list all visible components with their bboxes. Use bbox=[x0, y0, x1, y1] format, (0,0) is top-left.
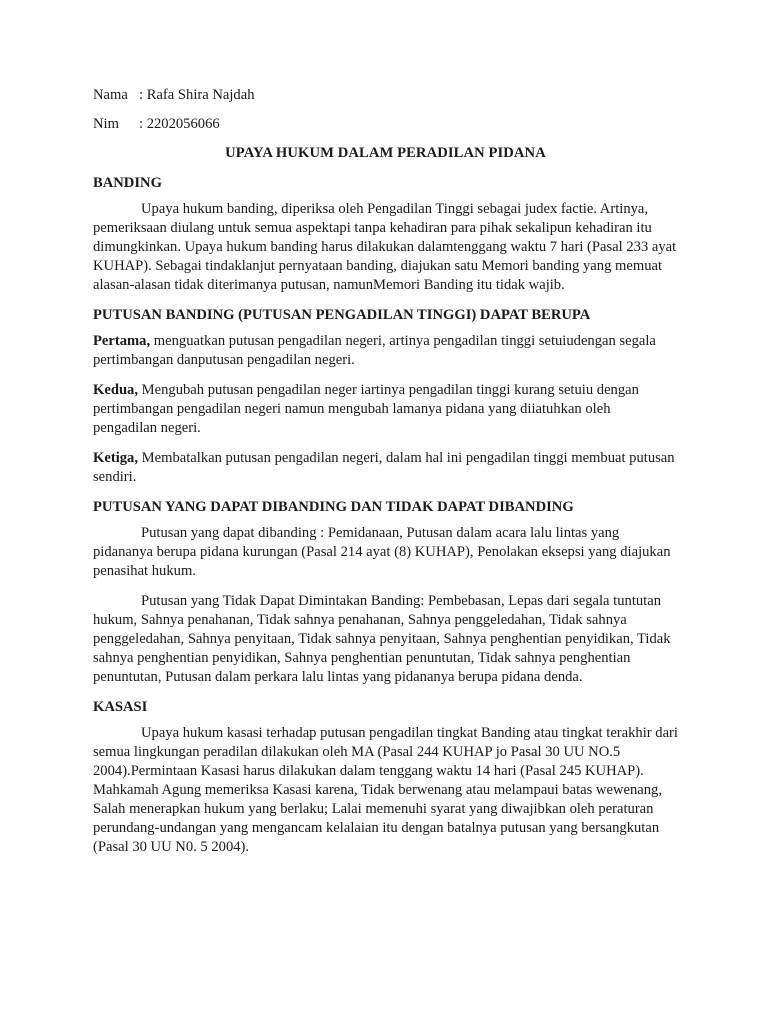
paragraph-ketiga bbox=[93, 449, 678, 487]
nim-value: : 2202056066 bbox=[139, 116, 220, 132]
lead-kedua: Kedua, bbox=[93, 382, 139, 398]
paragraph-kasasi: Upaya hukum kasasi terhadap putusan pengadilan tingkat Banding atau tingkat terakhir dari semua lingkungan peradilan dilakukan oleh MA (Pasal 244 KUHAP jo Pasal 30 UU NO.5 2004).Permintaan Kasasi harus dilakukan dalam tenggang waktu 14 hari (Pasal 245 KUHAP). Mahkamah Agung memeriksa Kasasi karena, Tidak berwenang atau melampaui batas wewenang, Salah menerapkan hukum yang berlaku; Lalai memenuhi syarat yang diwajibkan oleh peraturan perundang-undangan yang mengancam kelalaian itu dengan batalnya putusan yang bersangkutan (Pasal 30 UU N0. 5 2004). bbox=[93, 725, 678, 855]
paragraph-tidak-dapat-dibanding: Putusan yang Tidak Dapat Dimintakan Banding: Pembebasan, Lepas dari segala tuntutan hukum, Sahnya penahanan, Tidak sahnya penahanan, Sahnya penggeledahan, Tidak sahnya penggeledahan, Sahnya penyitaan, Tidak sahnya penyitaan, Sahnya penghentian penyidikan, Tidak sahnya penghentian penyidikan, Sahnya penghentian penuntutan, Tidak sahnya penghentian penuntutan, Putusan dalam perkara lalu lintas yang pidananya berupa pidana denda. bbox=[93, 593, 671, 685]
heading-putusan-banding: PUTUSAN BANDING (PUTUSAN PENGADILAN TINGGI) DAPAT BERUPA bbox=[93, 307, 591, 323]
name-value: : Rafa Shira Najdah bbox=[139, 87, 255, 103]
nim-line bbox=[93, 115, 678, 135]
heading-kasasi: KASASI bbox=[93, 699, 148, 715]
nim-label: Nim bbox=[93, 116, 119, 132]
heading-dapat-dibanding: PUTUSAN YANG DAPAT DIBANDING DAN TIDAK DAPAT DIBANDING bbox=[93, 499, 574, 515]
name-label: Nama bbox=[93, 87, 128, 103]
paragraph-dapat-dibanding: Putusan yang dapat dibanding : Pemidanaan, Putusan dalam acara lalu lintas yang pidananya berupa pidana kurungan (Pasal 214 ayat (8) KUHAP), Penolakan eksepsi yang diajukan penasihat hukum. bbox=[93, 525, 671, 579]
lead-pertama: Pertama, bbox=[93, 333, 151, 349]
lead-ketiga: Ketiga, bbox=[93, 450, 138, 466]
heading-banding: BANDING bbox=[93, 175, 162, 191]
document-title: UPAYA HUKUM DALAM PERADILAN PIDANA bbox=[225, 145, 546, 161]
paragraph-kedua bbox=[93, 381, 678, 438]
text-pertama: menguatkan putusan pengadilan negeri, artinya pengadilan tinggi setuiudengan segala pertimbangan danputusan pengadilan negeri. bbox=[93, 333, 656, 368]
paragraph-banding: Upaya hukum banding, diperiksa oleh Pengadilan Tinggi sebagai judex factie. Artinya, pemeriksaan diulang untuk semua aspektapi tanpa kehadiran para pihak sekalipun kehadiran itu dimungkinkan. Upaya hukum banding harus dilakukan dalamtenggang waktu 7 hari (Pasal 233 ayat KUHAP). Sebagai tindaklanjut pernyataan banding, diajukan satu Memori banding yang memuat alasan-alasan tidak diterimanya putusan, namunMemori Banding itu tidak wajib. bbox=[93, 201, 677, 293]
text-kedua: Mengubah putusan pengadilan neger iartinya pengadilan tinggi kurang setuiu dengan pertimbangan pengadilan negeri namun mengubah lamanya pidana yang diiatuhkan oleh pengadilan negeri. bbox=[93, 382, 639, 436]
paragraph-pertama bbox=[93, 332, 678, 370]
document-page bbox=[93, 86, 678, 868]
name-line bbox=[93, 86, 678, 106]
text-ketiga: Membatalkan putusan pengadilan negeri, dalam hal ini pengadilan tinggi membuat putusan sendiri. bbox=[93, 450, 675, 485]
